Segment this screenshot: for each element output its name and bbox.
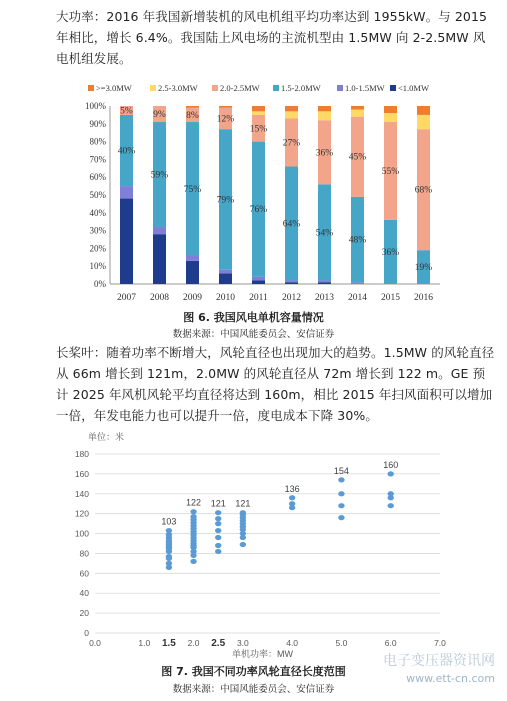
sc-xtick-3: 2.0 [187, 638, 200, 648]
sc-point-35 [215, 510, 221, 515]
sc-ytick-7: 140 [74, 488, 89, 499]
sc-xtick-2: 1.5 [161, 638, 176, 649]
sc-ytick-3: 60 [79, 568, 89, 579]
sc-point-33 [215, 521, 221, 526]
figure7-source: 数据来源：中国风能委员会、安信证券 [172, 684, 335, 695]
bar-data-label-2016-2: 19% [414, 263, 433, 274]
sc-annotation-1: 122 [186, 497, 202, 508]
sc-point-49 [338, 515, 344, 520]
bar-ytick-9: 90% [89, 118, 106, 129]
bar-xtick-2011: 2011 [249, 293, 268, 303]
scatter-annotations [161, 460, 398, 527]
sc-point-56 [388, 471, 394, 476]
sc-ytick-0: 0 [84, 628, 89, 638]
legend-label-2: 2.0-2.5MW [220, 83, 260, 93]
bar-data-label-2012-3: 27% [282, 138, 301, 149]
legend-label-1: 2.5-3.0MW [158, 83, 198, 93]
sc-xlabel: 单机功率：MW [232, 649, 293, 659]
bar-ytick-7: 70% [89, 154, 106, 165]
sc-ytick-5: 100 [74, 528, 89, 539]
sc-point-53 [388, 503, 394, 508]
watermark-url: www.ett-cn.com [406, 672, 495, 685]
figure7-caption: 图 7. 我国不同功率风轮直径长度范围 [161, 665, 346, 678]
bar-data-label-2012-2: 64% [282, 219, 301, 230]
sc-point-34 [215, 516, 221, 521]
bar-xtick-2008: 2008 [150, 293, 169, 303]
bar-data-label-2011-3: 15% [249, 124, 268, 135]
sc-xtick-8: 6.0 [384, 638, 397, 648]
bar-data-label-2009-2: 75% [183, 184, 202, 195]
sc-xtick-0: 0.0 [89, 638, 101, 648]
sc-point-29 [215, 549, 221, 554]
sc-point-51 [338, 491, 344, 496]
watermark-text: 电子变压器资讯网 [383, 653, 495, 669]
sc-ytick-6: 120 [74, 508, 89, 519]
bar-ytick-1: 10% [89, 261, 106, 272]
bar-xtick-2015: 2015 [381, 293, 400, 303]
bar-data-label-2014-3: 45% [348, 152, 367, 163]
sc-point-30 [215, 543, 221, 548]
sc-point-3 [166, 554, 172, 559]
bar-ytick-0: 0% [94, 279, 106, 289]
bar-data-label-2011-2: 76% [249, 205, 268, 216]
paragraph-blade-length: 长桨叶：随着功率不断增大，风轮直径也出现加大的趋势。1.5MW 的风轮直径从 66m 增长到 121m，2.0MW 的风轮直径从 72m 增长到 122 m。GE 预计 2025 年风机风轮平均直径将达到 160m，相比 2015 年扫风面积可以增加一倍，年发电能力也可以提升一倍，度电成本下降 30%。 [56, 345, 495, 423]
sc-ytick-8: 160 [74, 468, 89, 479]
bar-xtick-2013: 2013 [315, 293, 334, 303]
bar-xtick-2014: 2014 [348, 293, 367, 303]
bar-xtick-2016: 2016 [414, 293, 433, 303]
legend-label-5: <1.0MW [398, 83, 429, 93]
sc-annotation-4: 136 [284, 483, 300, 494]
sc-ytick-9: 180 [74, 449, 89, 459]
bar-ytick-8: 80% [89, 136, 106, 147]
sc-xtick-1: 1.0 [138, 638, 151, 648]
bar-data-label-2008-3: 9% [153, 110, 166, 121]
bar-data-label-2016-3: 68% [414, 185, 433, 196]
sc-point-45 [240, 510, 246, 515]
figure6-caption: 图 6. 我国风电单机容量情况 [183, 311, 324, 324]
sc-point-1 [166, 561, 172, 566]
sc-annotation-6: 160 [383, 459, 399, 470]
sc-xtick-5: 3.0 [236, 638, 249, 648]
bar-ytick-6: 60% [89, 172, 106, 183]
bar-ytick-10: 100% [85, 101, 106, 111]
sc-point-27 [190, 514, 196, 519]
legend-label-4: 1.0-1.5MW [345, 83, 385, 93]
sc-point-50 [338, 503, 344, 508]
sc-point-55 [388, 491, 394, 496]
sc-xtick-9: 7.0 [434, 638, 446, 648]
sc-xtick-6: 4.0 [286, 638, 299, 648]
legend-label-0: >=3.0MW [96, 83, 132, 93]
bar-ytick-2: 20% [89, 243, 106, 254]
bar-data-label-2015-3: 55% [381, 166, 400, 177]
sc-point-13 [190, 559, 196, 564]
bar-xtick-2009: 2009 [183, 293, 202, 303]
bar-data-label-2014-2: 48% [348, 235, 367, 246]
bar-data-label-2010-3: 12% [216, 114, 235, 125]
sc-xtick-7: 5.0 [335, 638, 348, 648]
bar-data-label-2010-2: 79% [216, 195, 235, 206]
scatter-points [166, 471, 394, 570]
paragraph-capacity: 大功率：2016 年我国新增装机的风电机组平均功率达到 1955kW。与 2015 年相比，增长 6.4%。我国陆上风电场的主流机型由 1.5MW 向 2-2.5MW 风电机组发展。 [56, 9, 488, 66]
bar-data-label-2015-2: 36% [381, 247, 400, 258]
sc-point-31 [215, 535, 221, 540]
bar-xtick-2012: 2012 [282, 293, 301, 303]
bar-ytick-3: 30% [89, 225, 106, 236]
sc-point-32 [215, 528, 221, 533]
sc-annotation-2: 121 [210, 498, 226, 509]
bar-xtick-2007: 2007 [117, 293, 136, 303]
sc-ytick-2: 40 [79, 588, 89, 599]
sc-ytick-4: 80 [79, 548, 89, 559]
sc-point-12 [166, 528, 172, 533]
bar-ytick-5: 50% [89, 190, 106, 200]
sc-annotation-5: 154 [333, 465, 349, 476]
bar-ytick-4: 40% [89, 207, 106, 218]
bar-data-label-2013-2: 54% [315, 228, 334, 239]
sc-point-52 [338, 477, 344, 482]
bar-data-label-2007-2: 40% [117, 146, 136, 157]
sc-point-36 [240, 542, 246, 547]
bar-xtick-2010: 2010 [216, 293, 235, 303]
sc-ytick-1: 20 [79, 608, 89, 619]
legend-label-3: 1.5-2.0MW [281, 83, 321, 93]
sc-xtick-4: 2.5 [211, 638, 226, 649]
sc-ylabel: 单位：米 [88, 432, 125, 442]
bar-data-label-2007-3: 5% [120, 106, 133, 117]
sc-point-28 [190, 509, 196, 514]
bar-data-label-2008-2: 59% [150, 170, 169, 181]
figure6-source: 数据来源：中国风能委员会、安信证券 [172, 329, 335, 340]
scatter-gridlines [95, 454, 440, 633]
bar-data-label-2009-3: 8% [186, 110, 199, 121]
bar-data-label-2013-3: 36% [315, 148, 334, 159]
sc-annotation-3: 121 [235, 498, 251, 509]
sc-point-48 [289, 495, 295, 500]
sc-annotation-0: 103 [161, 516, 177, 527]
sc-point-47 [289, 501, 295, 506]
